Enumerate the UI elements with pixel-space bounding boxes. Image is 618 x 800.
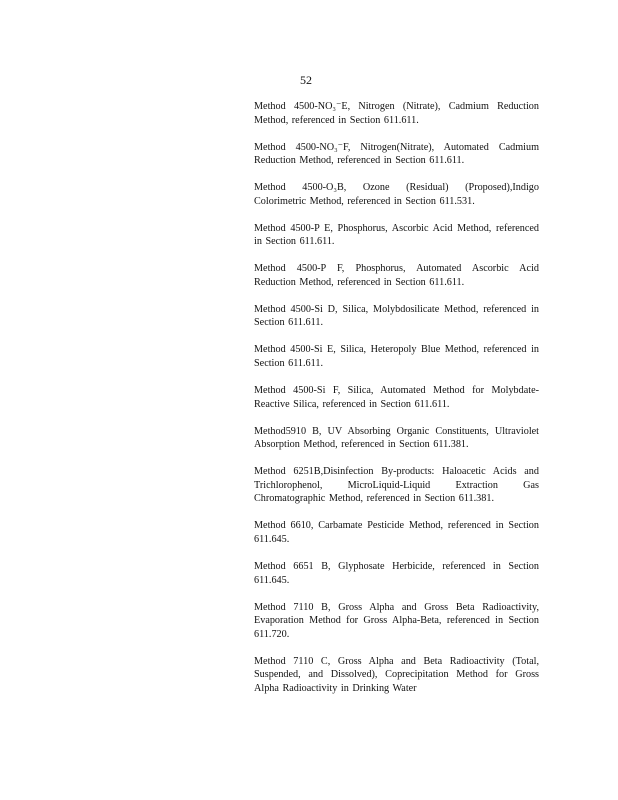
method-entry-4500-p-f: Method 4500-P F, Phosphorus, Automated Ascorbic Acid Reduction Method, referenced in Section 611.611.: [254, 263, 539, 288]
method-entry-4500-no3-e: Method 4500-NO₃⁻E, Nitrogen (Nitrate), Cadmium Reduction Method, referenced in Section 611.611.: [254, 101, 539, 126]
method-entry-6610: Method 6610, Carbamate Pesticide Method, referenced in Section 611.645.: [254, 520, 539, 545]
method-entry-7110-b: Method 7110 B, Gross Alpha and Gross Beta Radioactivity, Evaporation Method for Gross Alpha-Beta, referenced in Section 611.720.: [254, 601, 539, 640]
method-entry-4500-si-d: Method 4500-Si D, Silica, Molybdosilicate Method, referenced in Section 611.611.: [254, 303, 539, 329]
method-entry-6651-b: Method 6651 B, Glyphosate Herbicide, referenced in Section 611.645.: [254, 560, 539, 586]
method-reference-list: [254, 100, 539, 709]
page-number: 52: [300, 73, 312, 87]
method-entry-4500-no3-f: Method 4500-NO₃⁻F, Nitrogen(Nitrate), Automated Cadmium Reduction Method, referenced in Section 611.611.: [254, 141, 539, 167]
method-entry-4500-si-f: Method 4500-Si F, Silica, Automated Method for Molybdate-Reactive Silica, referenced in Section 611.611.: [254, 385, 539, 410]
method-entry-7110-c: Method 7110 C, Gross Alpha and Beta Radioactivity (Total, Suspended, and Dissolved), Coprecipitation Method for Gross Alpha Radioactivity in Drinking Water: [254, 655, 539, 694]
method-entry-4500-si-e: Method 4500-Si E, Silica, Heteropoly Blue Method, referenced in Section 611.611.: [254, 344, 539, 370]
method-entry-4500-o3-b: Method 4500-O₃B, Ozone (Residual) (Proposed),Indigo Colorimetric Method, referenced in Section 611.531.: [254, 182, 539, 207]
method-entry-4500-p-e: Method 4500-P E, Phosphorus, Ascorbic Acid Method, referenced in Section 611.611.: [254, 222, 539, 248]
method-entry-5910-b: Method5910 B, UV Absorbing Organic Constituents, Ultraviolet Absorption Method, referenced in Section 611.381.: [254, 425, 539, 451]
method-entry-6251-b: Method 6251B,Disinfection By-products: Haloacetic Acids and Trichlorophenol, MicroLiquid-Liquid Extraction Gas Chromatographic Method, referenced in Section 611.381.: [254, 466, 539, 505]
